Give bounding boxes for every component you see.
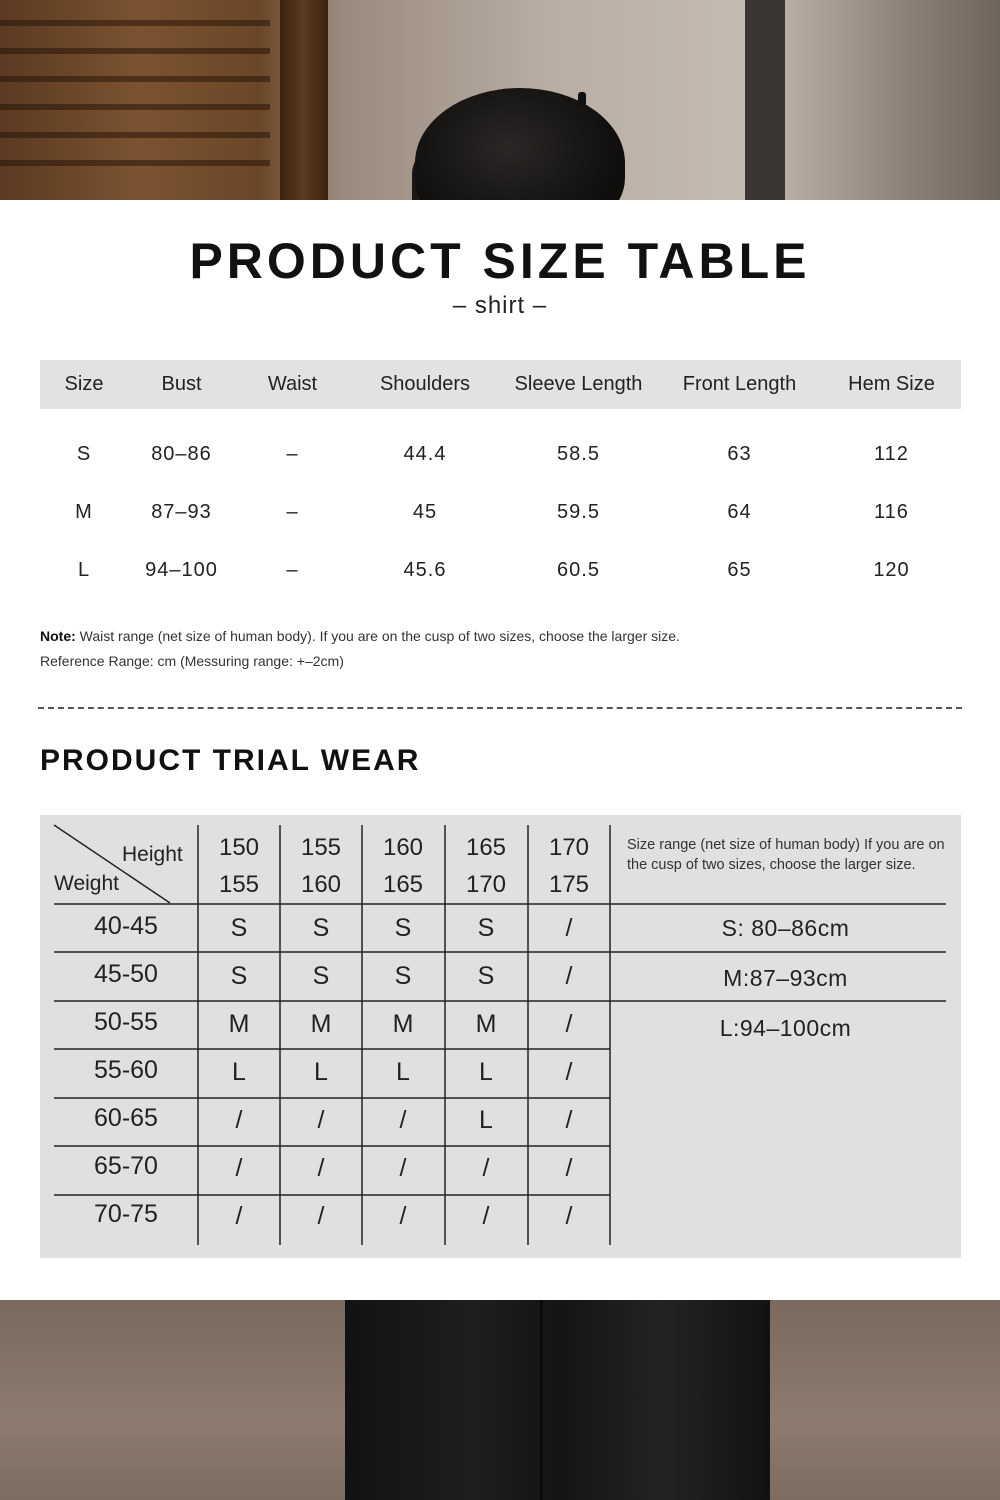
size-cell: / <box>565 1106 573 1134</box>
size-cell: / <box>399 1202 407 1230</box>
trial-wear-title: PRODUCT TRIAL WEAR <box>40 744 421 777</box>
header-shoulders: Shoulders <box>379 373 471 395</box>
size-cell: L <box>479 1106 493 1134</box>
size-table-body <box>40 409 961 599</box>
size-cell: L <box>479 1058 493 1086</box>
shutter-slat <box>0 160 270 166</box>
header-waist: Waist <box>267 373 318 395</box>
cell-shoulders: 45 <box>412 500 438 523</box>
size-range-m: M:87–93cm <box>723 965 848 991</box>
height-range-start: 150 <box>218 834 260 861</box>
size-cell: / <box>482 1154 490 1182</box>
height-range-start: 155 <box>300 834 342 861</box>
size-cell: / <box>317 1106 325 1134</box>
header-sleeve-length: Sleeve Length <box>514 373 643 395</box>
header-front-length: Front Length <box>682 373 797 395</box>
weight-label: 70-75 <box>94 1200 158 1228</box>
size-note <box>40 624 680 674</box>
size-cell: / <box>235 1106 243 1134</box>
size-range-l: L:94–100cm <box>719 1015 852 1041</box>
size-cell: S <box>312 914 330 942</box>
height-range-end: 170 <box>465 871 507 898</box>
note-line <box>40 624 680 649</box>
cell-front-length: 63 <box>727 442 752 465</box>
height-range-start: 170 <box>548 834 590 861</box>
size-cell: M <box>392 1010 414 1038</box>
pants-seam <box>540 1300 543 1500</box>
size-cell: / <box>565 1202 573 1230</box>
weight-label: 45-50 <box>94 960 158 988</box>
height-range-end: 165 <box>382 871 424 898</box>
background-photo-bottom <box>0 1300 1000 1500</box>
height-range-end: 155 <box>218 871 260 898</box>
size-cell: S <box>477 962 495 990</box>
weight-label: 65-70 <box>94 1152 158 1180</box>
model-beret <box>415 88 625 200</box>
size-cell: / <box>565 914 573 942</box>
cell-front-length: 64 <box>727 500 752 523</box>
height-range-start: 165 <box>465 834 507 861</box>
cell-bust: 80–86 <box>151 442 212 465</box>
cell-shoulders: 44.4 <box>403 442 447 465</box>
size-range-note: Size range (net size of human body) If you are on the cusp of two sizes, choose the larger size. <box>627 837 945 873</box>
size-cell: / <box>565 1154 573 1182</box>
size-cell: L <box>396 1058 410 1086</box>
size-chart-card <box>0 200 1000 1300</box>
door-frame <box>745 0 785 200</box>
shutter-slat <box>0 104 270 110</box>
size-table <box>40 360 961 599</box>
size-cell: / <box>565 1010 573 1038</box>
cell-hem-size: 112 <box>874 442 909 465</box>
size-cell: / <box>235 1154 243 1182</box>
shutter-slat <box>0 132 270 138</box>
note-label: Note: <box>40 628 76 644</box>
size-cell: M <box>228 1010 250 1038</box>
height-range <box>528 829 610 903</box>
height-range <box>362 829 444 903</box>
shutter-slat <box>0 20 270 26</box>
weight-axis-label: Weight <box>54 872 119 895</box>
table-row <box>40 425 961 483</box>
size-cell: / <box>565 962 573 990</box>
height-range <box>445 829 527 903</box>
size-cell: / <box>565 1058 573 1086</box>
beret-stem <box>578 92 586 106</box>
page-subtitle: – shirt – <box>452 292 548 319</box>
size-cell: L <box>314 1058 328 1086</box>
size-cell: S <box>230 962 248 990</box>
weight-label: 50-55 <box>94 1008 158 1036</box>
dashed-divider <box>38 707 962 709</box>
cell-shoulders: 45.6 <box>403 558 447 581</box>
cell-front-length: 65 <box>727 558 752 581</box>
size-cell: / <box>399 1154 407 1182</box>
size-cell: / <box>399 1106 407 1134</box>
cell-bust: 87–93 <box>151 500 212 523</box>
size-cell: L <box>232 1058 246 1086</box>
cell-sleeve-length: 59.5 <box>557 500 600 523</box>
note-text: Waist range (net size of human body). If you are on the cusp of two sizes, choose the larger size. <box>75 628 680 644</box>
size-table-header <box>40 360 961 409</box>
cell-waist: – <box>286 442 299 465</box>
wooden-frame <box>280 0 328 200</box>
reference-range: Reference Range: cm (Messuring range: +–2cm) <box>40 653 344 669</box>
cell-hem-size: 120 <box>873 558 910 581</box>
cell-sleeve-length: 60.5 <box>557 558 600 581</box>
cell-bust: 94–100 <box>145 558 218 581</box>
size-cell: / <box>235 1202 243 1230</box>
shutter-slat <box>0 48 270 54</box>
height-range <box>198 829 280 903</box>
size-cell: M <box>310 1010 332 1038</box>
size-cell: S <box>394 914 412 942</box>
size-cell: S <box>312 962 330 990</box>
size-cell: / <box>317 1202 325 1230</box>
cell-waist: – <box>286 558 299 581</box>
height-axis-label: Height <box>122 843 183 866</box>
size-cell: / <box>482 1202 490 1230</box>
size-cell: S <box>394 962 412 990</box>
model-pants <box>345 1300 770 1500</box>
header-size: Size <box>64 373 104 395</box>
size-range-s: S: 80–86cm <box>721 915 850 941</box>
height-range-end: 160 <box>300 871 342 898</box>
size-cell: / <box>317 1154 325 1182</box>
cell-size: M <box>75 500 93 523</box>
size-cell: S <box>230 914 248 942</box>
page-title: PRODUCT SIZE TABLE <box>189 233 811 289</box>
cell-waist: – <box>286 500 299 523</box>
header-bust: Bust <box>161 373 202 395</box>
height-range-start: 160 <box>382 834 424 861</box>
cell-size: S <box>76 442 92 465</box>
weight-label: 40-45 <box>94 912 158 940</box>
background-photo-top <box>0 0 1000 200</box>
weight-label: 60-65 <box>94 1104 158 1132</box>
header-hem-size: Hem Size <box>848 373 935 395</box>
height-range <box>280 829 362 903</box>
table-row <box>40 541 961 599</box>
shutter-slat <box>0 76 270 82</box>
size-cell: M <box>475 1010 497 1038</box>
cell-size: L <box>77 558 91 581</box>
cell-hem-size: 116 <box>874 500 909 523</box>
table-row <box>40 483 961 541</box>
cell-sleeve-length: 58.5 <box>557 442 600 465</box>
height-range-end: 175 <box>548 871 590 898</box>
size-cell: S <box>477 914 495 942</box>
weight-label: 55-60 <box>94 1056 158 1084</box>
trial-wear-table <box>40 815 961 1258</box>
